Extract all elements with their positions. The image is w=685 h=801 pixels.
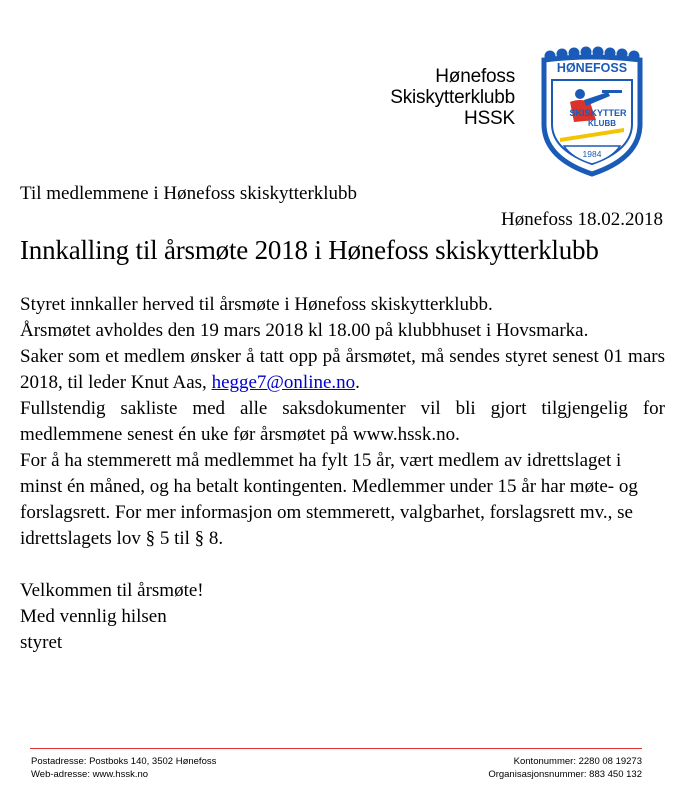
club-name [390, 66, 515, 129]
club-crest-shooter-icon [540, 46, 644, 178]
paragraph-submissions [20, 344, 665, 396]
paragraph-meeting-time: Årsmøtet avholdes den 19 mars 2018 kl 18.00 på klubbhuset i Hovsmarka. [20, 320, 589, 341]
paragraph-intro: Styret innkaller herved til årsmøte i Hønefoss skiskytterklubb. [20, 294, 493, 315]
submissions-text: Saker som et medlem ønsker å tatt opp på årsmøtet, må sendes styret senest 01 mars 2018, til leder Knut Aas, [20, 346, 665, 393]
club-name-line-3: HSSK [464, 108, 515, 129]
crest-mid-text-1: SKISKYTTER [569, 108, 627, 118]
footer-right [488, 755, 642, 781]
submissions-end: . [355, 372, 360, 393]
footer-account-number: Kontonummer: 2280 08 19273 [513, 756, 642, 767]
place-date: Hønefoss 18.02.2018 [500, 209, 663, 230]
footer-left [31, 755, 216, 781]
closing-regards: Med vennlig hilsen [20, 606, 167, 627]
paragraph-voting-rights: For å ha stemmerett må medlemmet ha fylt 15 år, vært medlem av idrettslaget i minst én måned, og ha betalt kontingenten. Medlemmer under 15 år har møte- og forslagsrett. For mer informasjon om stemmerett, valgbarhet, forslagsrett mv., se idrettslagets lov § 5 til § 8. [20, 450, 638, 549]
signature: styret [20, 632, 63, 653]
letter-body [20, 292, 665, 656]
letter-title: Innkalling til årsmøte 2018 i Hønefoss skiskytterklubb [20, 235, 599, 265]
paragraph-agenda: Fullstendig sakliste med alle saksdokumenter vil bli gjort tilgjengelig for medlemmene senest én uke før årsmøtet på www.hssk.no. [20, 398, 665, 445]
footer-org-number: Organisasjonsnummer: 883 450 132 [488, 769, 642, 780]
crest-top-text: HØNEFOSS [556, 61, 628, 75]
club-name-line-2: Skiskytterklubb [390, 87, 515, 108]
spacer [20, 552, 665, 578]
footer-web-address: Web-adresse: www.hssk.no [31, 769, 149, 780]
footer-postal-address: Postadresse: Postboks 140, 3502 Hønefoss [31, 756, 217, 767]
crest-mid-text-2: KLUBB [588, 119, 616, 128]
footer-divider [30, 748, 642, 749]
email-link[interactable]: hegge7@online.no [211, 372, 356, 393]
closing-welcome: Velkommen til årsmøte! [20, 580, 204, 601]
recipient-line: Til medlemmene i Hønefoss skiskytterklubb [20, 183, 358, 204]
club-name-line-1: Hønefoss [435, 66, 515, 87]
crest-year: 1984 [582, 149, 602, 159]
